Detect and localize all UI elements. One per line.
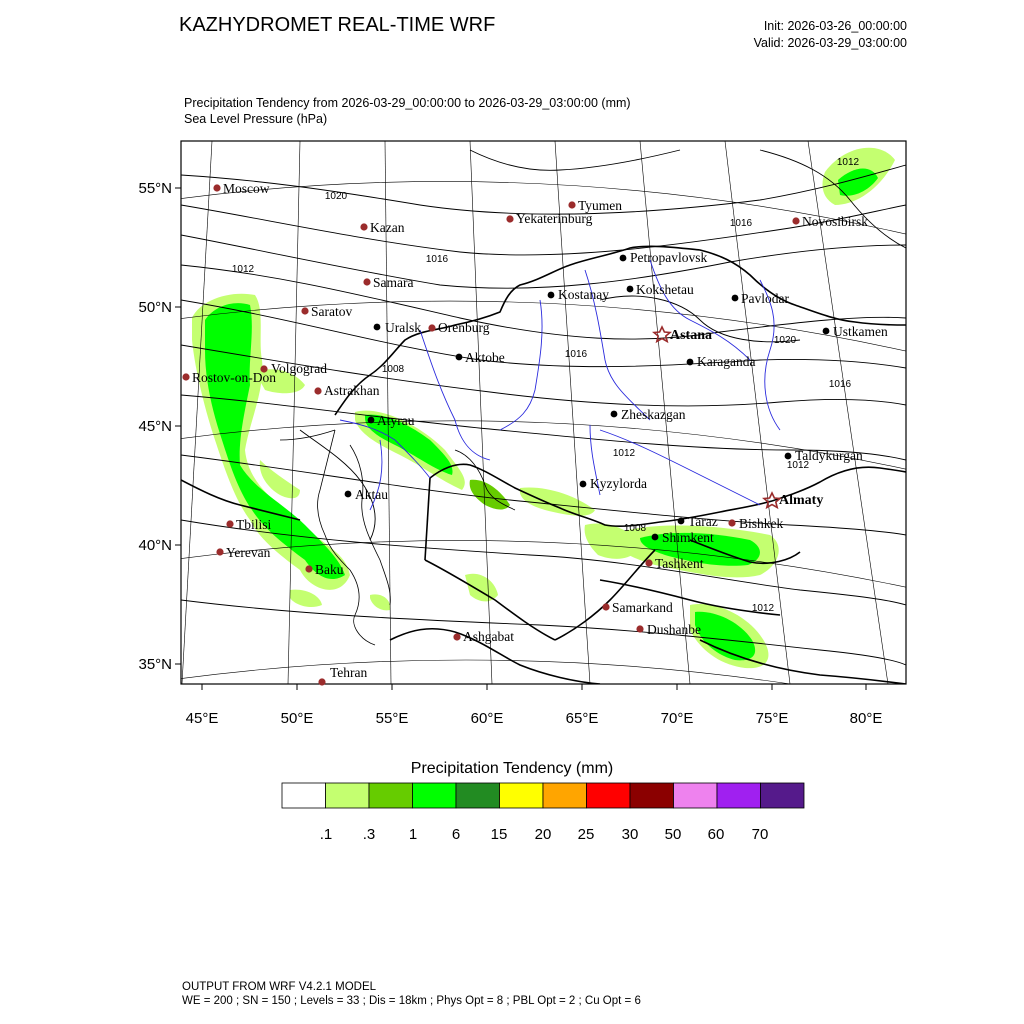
city-label: Tyumen	[578, 198, 623, 213]
lat-label: 40°N	[138, 537, 172, 554]
lat-label: 45°N	[138, 418, 172, 435]
lon-label: 55°E	[375, 710, 409, 727]
precip-area	[695, 612, 755, 661]
city-dot	[732, 295, 739, 302]
legend-label: 25	[577, 826, 595, 843]
city-dot	[687, 359, 694, 366]
lon-label: 45°E	[185, 710, 219, 727]
city-dot	[345, 491, 352, 498]
city-label: Pavlodar	[741, 291, 789, 306]
city-label: Moscow	[223, 181, 270, 196]
capital-star-icon	[654, 327, 670, 342]
city-label: Petropavlovsk	[630, 250, 708, 265]
lon-label: 80°E	[849, 710, 883, 727]
precip-area	[520, 487, 595, 515]
legend-label: .1	[319, 826, 333, 843]
legend-title: Precipitation Tendency (mm)	[410, 760, 614, 777]
city-dot	[182, 373, 189, 380]
city-label: Astana	[670, 328, 713, 343]
lat-axis-labels	[138, 180, 172, 673]
city-dot	[636, 625, 643, 632]
city-dot	[456, 354, 463, 361]
legend-label: .3	[362, 826, 376, 843]
legend-label: 6	[451, 826, 461, 843]
legend-colorbar	[282, 783, 804, 808]
city-labels	[192, 181, 888, 680]
city-label: Almaty	[779, 493, 824, 508]
isobars	[181, 150, 906, 665]
init-time: Init: 2026-03-26_00:00:00	[763, 19, 907, 33]
legend-swatch	[717, 783, 761, 808]
city-label: Atyrau	[377, 413, 415, 428]
legend-swatch	[543, 783, 587, 808]
city-dot	[785, 453, 792, 460]
footer-line-2: WE = 200 ; SN = 150 ; Levels = 33 ; Dis = 18km ; Phys Opt = 8 ; PBL Opt = 2 ; Cu Opt = 6	[182, 995, 641, 1007]
lon-label: 65°E	[565, 710, 599, 727]
city-label: Volgograd	[271, 361, 327, 376]
legend-swatch	[630, 783, 674, 808]
isobar-label: 1008	[623, 523, 647, 534]
legend-label: 70	[751, 826, 769, 843]
legend-label: 15	[490, 826, 508, 843]
lat-label: 50°N	[138, 299, 172, 316]
city-dot	[580, 481, 587, 488]
city-label: Kostanay	[558, 287, 609, 302]
model-footer	[182, 980, 641, 1008]
city-label: Yekaterinburg	[516, 211, 593, 226]
isobar-label: 1012	[786, 460, 810, 471]
city-dot	[678, 518, 685, 525]
city-label: Taraz	[688, 514, 718, 529]
lon-label: 60°E	[470, 710, 504, 727]
city-dot	[226, 520, 233, 527]
city-dot	[627, 286, 634, 293]
isobar-label: 1016	[564, 349, 588, 360]
field-line-2: Sea Level Pressure (hPa)	[184, 112, 328, 126]
city-dot	[453, 633, 460, 640]
city-label: Zheskazgan	[621, 407, 686, 422]
city-dot	[301, 307, 308, 314]
city-dot	[374, 324, 381, 331]
isobar-label: 1020	[324, 191, 348, 202]
isobar-label: 1012	[751, 603, 775, 614]
city-label: Dushanbe	[647, 622, 701, 637]
city-label: Novosibirsk	[802, 214, 869, 229]
lon-label: 70°E	[660, 710, 694, 727]
isobar-label: 1012	[612, 448, 636, 459]
legend-swatch	[587, 783, 631, 808]
isobar-label: 1016	[729, 218, 753, 229]
city-label: Baku	[315, 562, 344, 577]
city-label: Tehran	[330, 665, 368, 680]
legend-swatch	[369, 783, 413, 808]
legend-label: 20	[534, 826, 552, 843]
city-dot	[620, 255, 627, 262]
isobar-label: 1012	[836, 157, 860, 168]
city-dot	[318, 678, 325, 685]
lat-label: 35°N	[138, 656, 172, 673]
city-label: Taldykurgan	[795, 448, 863, 463]
city-label: Tbilisi	[236, 517, 272, 532]
legend-swatch	[761, 783, 805, 808]
axis-ticks	[175, 188, 869, 690]
isobar-label: 1016	[828, 379, 852, 390]
city-label: Ustkamen	[833, 324, 888, 339]
legend-label: 50	[664, 826, 682, 843]
legend-swatch	[326, 783, 370, 808]
city-label: Samarkand	[612, 600, 673, 615]
city-label: Astrakhan	[324, 383, 380, 398]
precip-area	[290, 590, 322, 607]
city-label: Aktau	[355, 487, 388, 502]
precip-area	[470, 480, 510, 510]
city-dot	[568, 201, 575, 208]
city-dot	[823, 328, 830, 335]
city-label: Saratov	[311, 304, 353, 319]
chart-title: KAZHYDROMET REAL-TIME WRF	[179, 14, 496, 36]
city-dot	[506, 215, 513, 222]
precip-area	[370, 594, 390, 610]
city-dot	[360, 223, 367, 230]
city-label: Karaganda	[697, 354, 756, 369]
city-dot	[645, 559, 652, 566]
precip-area	[465, 574, 498, 602]
city-label: Ashgabat	[463, 629, 514, 644]
city-dot	[728, 519, 735, 526]
city-label: Kazan	[370, 220, 405, 235]
city-dot	[548, 292, 555, 299]
legend-label: 60	[707, 826, 725, 843]
lon-label: 75°E	[755, 710, 789, 727]
city-label: Samara	[373, 275, 414, 290]
city-dot	[792, 217, 799, 224]
city-dot	[213, 184, 220, 191]
isobar-label: 1020	[773, 335, 797, 346]
isobar-label: 1016	[425, 254, 449, 265]
city-label: Tashkent	[655, 556, 704, 571]
legend-swatch	[456, 783, 500, 808]
legend-label: 30	[621, 826, 639, 843]
city-label: Yerevan	[226, 545, 271, 560]
city-label: Shimkent	[662, 530, 714, 545]
legend-labels	[0, 826, 1024, 846]
city-dot	[368, 417, 375, 424]
footer-line-1: OUTPUT FROM WRF V4.2.1 MODEL	[182, 981, 377, 993]
city-dot	[305, 565, 312, 572]
valid-time: Valid: 2026-03-29_03:00:00	[753, 36, 907, 50]
isobar-label: 1008	[381, 364, 405, 375]
city-label: Rostov-on-Don	[192, 370, 276, 385]
legend-label: 1	[408, 826, 418, 843]
legend-swatch	[282, 783, 326, 808]
field-line-1: Precipitation Tendency from 2026-03-29_00:00:00 to 2026-03-29_03:00:00 (mm)	[184, 96, 631, 110]
city-dot	[652, 534, 659, 541]
city-label: Kokshetau	[636, 282, 694, 297]
city-label: Bishkek	[739, 516, 784, 531]
lat-label: 55°N	[138, 180, 172, 197]
lon-axis-labels	[186, 710, 883, 727]
city-label: Aktobe	[465, 350, 505, 365]
city-dot	[363, 278, 370, 285]
city-dot	[428, 324, 435, 331]
legend-swatch	[500, 783, 544, 808]
city-label: Kyzylorda	[590, 476, 647, 491]
city-dot	[611, 411, 618, 418]
legend-swatch	[413, 783, 457, 808]
legend-swatch	[674, 783, 718, 808]
city-dot	[216, 548, 223, 555]
city-dot	[602, 603, 609, 610]
city-label: Uralsk	[385, 320, 421, 335]
lon-label: 50°E	[280, 710, 314, 727]
city-label: Orenburg	[438, 320, 490, 335]
isobar-label: 1012	[231, 264, 255, 275]
city-dot	[314, 387, 321, 394]
